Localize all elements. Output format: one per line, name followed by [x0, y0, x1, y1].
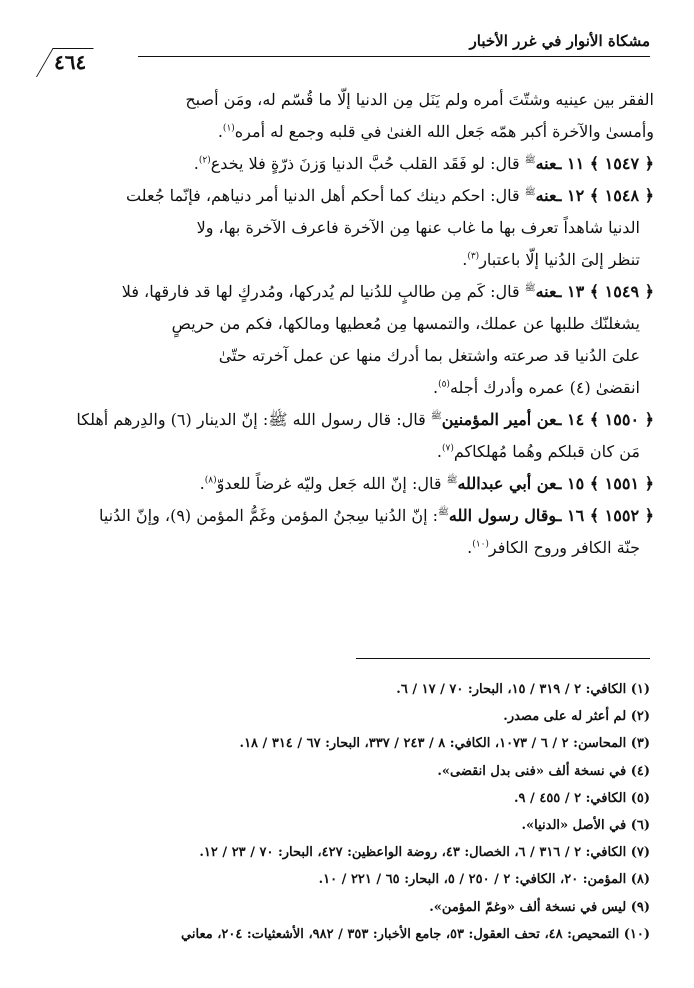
hadith-source: عنه: [535, 186, 557, 205]
footnote: (٧) الكافي: ٢ / ٣١٦ / ٦، الخصال: ٤٣، روضة الواعظين: ٤٢٧، البحار: ٧٠ / ٢٣ / ١٢.: [199, 845, 650, 861]
hadith-text: : إنّ الدُنيا سِجنُ المؤمن وغَمُّ المؤمن (٩)، وإنّ الدُنيا: [98, 506, 439, 525]
footnote-ref: (١): [222, 123, 235, 134]
hadith-1552: ﴿ ١٥٥٢ ﴾ ١٦ ـوقال رسول الله$^ﷺ$: إنّ الدُنيا سِجنُ المؤمن وغَمُّ المؤمن (٩)، وإنّ الدُنيا جنّة الكافر وروح الكافر$^{(١٠)}$.: [98, 506, 654, 557]
hadith-source: عنه: [535, 154, 557, 173]
hadith-1551: ﴿ ١٥٥١ ﴾ ١٥ ـعن أبي عبدالله$^ﷺ$ قال: إنّ الله جَعل وليّه غرضاً للعدوّ$^{(٨)}$.: [199, 474, 654, 493]
hadith-text: قال: كَم مِن طالبٍ للدُنيا لم يُدركها، ومُدركٍ لها قد فارقها، فلا: [121, 282, 520, 301]
header-rule: [138, 56, 650, 57]
text-line: انقضىٰ (٤) عمره وأدرك أجله: [449, 378, 640, 397]
hadith-number: ﴿ ١٥٤٩ ﴾ ١٣ ـ: [556, 282, 654, 301]
footnote: (٤) في نسخة ألف «فنى بدل انقضى».: [437, 763, 650, 779]
entry-continuation: الفقر بين عينيه وشتّتَ أمره ولم يَنَل مِن الدنيا إلّا ما قُسّم له، ومَن أصبح وأمسىٰ والآخرة أكبر همّه جَعل الله الغنىٰ في قلبه وجمع له أمره$^{(١)}$.: [185, 90, 654, 141]
text-line: الفقر بين عينيه وشتّتَ أمره ولم يَنَل مِن الدنيا إلّا ما قُسّم له، ومَن أصبح: [185, 90, 654, 109]
hadith-source: عن أبي عبدالله: [457, 474, 557, 493]
main-text: [44, 84, 654, 564]
text-line: وأمسىٰ والآخرة أكبر همّه جَعل الله الغنىٰ في قلبه وجمع له أمره: [234, 122, 654, 141]
footnote: (٩) ليس في نسخة ألف «وغمّ المؤمن».: [429, 899, 650, 915]
honorific: ﷺ: [446, 475, 458, 486]
footnote: (١) الكافي: ٢ / ٣١٩ / ١٥، البحار: ٧٠ / ١٧ / ٦.: [396, 682, 650, 697]
honorific: ﷺ: [438, 507, 449, 518]
footnote: (٣) المحاسن: ٢ / ٦ / ١٠٧٣، الكافي: ٨ / ٢٤٣ / ٣٣٧، البحار: ٦٧ / ٣١٤ / ١٨.: [239, 736, 650, 752]
book-title: مشكاة الأنوار في غرر الأخبار: [469, 32, 650, 50]
text-line: جنّة الكافر وروح الكافر: [488, 538, 640, 557]
hadith-text: قال: قال رسول الله ﷺ: إنّ الدينار (٦) والدِرهم أهلكا: [76, 410, 426, 429]
text-line: تنظر إلىَ الدُنيا إلّا باعتبار: [479, 250, 640, 269]
footnote-ref: (١٠): [472, 539, 489, 550]
hadith-number: ﴿ ١٥٤٨ ﴾ ١٢ ـ: [556, 186, 654, 205]
honorific: ﷺ: [524, 155, 536, 166]
hadith-text: قال: لو فَقَد القلب حُبَّ الدنيا وَزنَ ذرّةٍ فلا يخدع: [210, 154, 520, 173]
footnote-ref: (٨): [204, 475, 217, 486]
text-line: علىَ الدُنيا قد صرعته واشتغل بما أدرك منها عن عمل آخرته حتّىٰ: [218, 346, 640, 365]
footnote: (٦) في الأصل «الدنيا».: [521, 818, 650, 834]
footnote-rule: [356, 658, 650, 659]
text-line: الدنيا شاهداً تعرف بها ما غاب عنها مِن الآخرة فاعرف الآخرة بها، ولا: [196, 218, 640, 237]
hadith-source: عن أمير المؤمنين: [441, 410, 557, 429]
footnote: (٨) المؤمن: ٢٠، الكافي: ٢ / ٢٥٠ / ٥، البحار: ٦٥ / ٢٢١ / ١٠.: [318, 872, 650, 888]
footnote: (٥) الكافي: ٢ / ٤٥٥ / ٩.: [514, 790, 650, 806]
footnote: (٢) لم أعثر له على مصدر.: [503, 709, 650, 725]
footnote-ref: (٥): [438, 379, 450, 390]
text-line: مَن كان قبلكم وهُما مُهلكاكم: [453, 442, 640, 461]
hadith-source: وقال رسول الله: [448, 506, 557, 525]
footnotes: [40, 676, 650, 948]
honorific: ﷺ: [524, 187, 536, 198]
text-line: يشغلنّك طلبها عن عملك، والتمسها مِن مُعطيها ومالكها، فكم من حريصٍ: [171, 314, 640, 333]
honorific: ﷺ: [430, 411, 442, 422]
footnote-ref: (٣): [467, 251, 480, 262]
footnote-ref: (٢): [198, 155, 211, 166]
footnote: (١٠) التمحيص: ٤٨، تحف العقول: ٥٣، جامع الأخبار: ٣٥٣ / ٩٨٢، الأشعثيات: ٢٠٤، معاني: [181, 926, 650, 942]
page-number: ٤٦٤: [54, 50, 87, 74]
hadith-text: قال: احكم دينك كما أحكم أهل الدنيا أمر دنياهم، فإنّما جُعلت: [125, 186, 520, 205]
hadith-source: عنه: [535, 282, 557, 301]
hadith-1550: ﴿ ١٥٥٠ ﴾ ١٤ ـعن أمير المؤمنين$^ﷺ$ قال: قال رسول الله ﷺ: إنّ الدينار (٦) والدِرهم أهلكا مَن كان قبلكم وهُما مُهلكاكم$^{(٧)}$.: [76, 410, 654, 461]
running-header: [36, 26, 650, 74]
honorific: ﷺ: [524, 283, 536, 294]
hadith-1549: ﴿ ١٥٤٩ ﴾ ١٣ ـعنه$^ﷺ$ قال: كَم مِن طالبٍ للدُنيا لم يُدركها، ومُدركٍ لها قد فارقها، فلا يشغلنّك طلبها عن عملك، والتمسها مِن مُعطيها ومالكها، فكم من حريصٍ علىَ الدُنيا قد صرعته واشتغل بما أدرك منها عن عمل آخرته حتّىٰ انقضىٰ (٤) عمره وأدرك أجله$^{(٥)}$.: [121, 282, 654, 397]
footnote-ref: (٧): [442, 443, 454, 454]
hadith-1548: ﴿ ١٥٤٨ ﴾ ١٢ ـعنه$^ﷺ$ قال: احكم دينك كما أحكم أهل الدنيا أمر دنياهم، فإنّما جُعلت الدنيا شاهداً تعرف بها ما غاب عنها مِن الآخرة فاعرف الآخرة بها، ولا تنظر إلىَ الدُنيا إلّا باعتبار$^{(٣)}$.: [125, 186, 654, 269]
hadith-number: ﴿ ١٥٥١ ﴾ ١٥ ـ: [556, 474, 654, 493]
hadith-number: ﴿ ١٥٥٠ ﴾ ١٤ ـ: [556, 410, 654, 429]
hadith-number: ﴿ ١٥٥٢ ﴾ ١٦ ـ: [556, 506, 654, 525]
hadith-number: ﴿ ١٥٤٧ ﴾ ١١ ـ: [556, 154, 654, 173]
hadith-1547: ﴿ ١٥٤٧ ﴾ ١١ ـعنه$^ﷺ$ قال: لو فَقَد القلب حُبَّ الدنيا وَزنَ ذرّةٍ فلا يخدع$^{(٢)}$.: [193, 154, 654, 173]
hadith-text: قال: إنّ الله جَعل وليّه غرضاً للعدوّ: [216, 474, 442, 493]
